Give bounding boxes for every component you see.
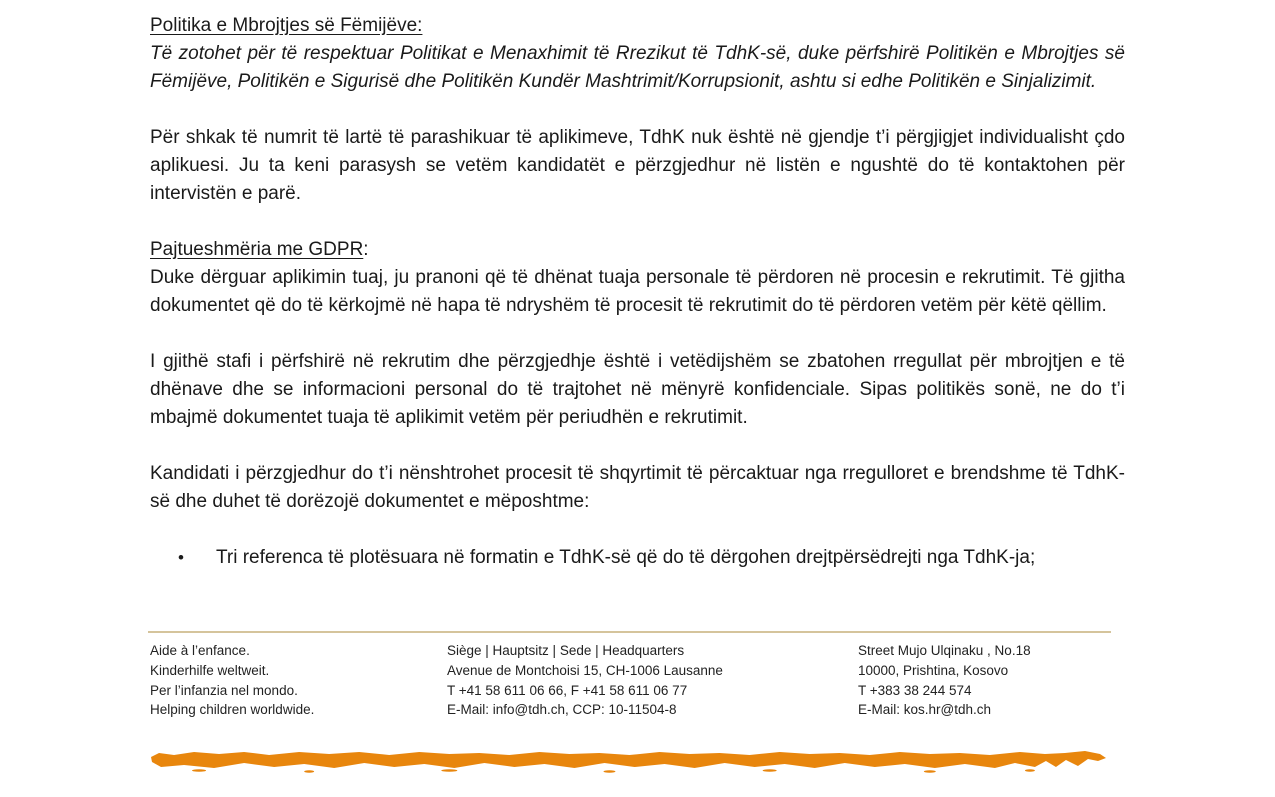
heading-colon: : (363, 239, 369, 260)
footer-office-line: 10000, Prishtina, Kosovo (858, 662, 1009, 678)
section-heading-child-protection-policy (150, 12, 1125, 40)
footer-headquarters-column (447, 641, 723, 720)
footer-hq-line: E-Mail: info@tdh.ch, CCP: 10-11504-8 (447, 702, 677, 718)
paragraph-staff-confidentiality: I gjithë stafi i përfshirë në rekrutim dhe përzgjedhje është i vetëdijshëm se zbatohen rregullat për mbrojtjen e të dhënave dhe se informacioni personal do të trajtohet në mënyrë konfidenciale. Sipas politikës sonë, ne do t’i mbajmë dokumentet tuaja të aplikimit vetëm për periudhën e rekrutimit. (150, 351, 1125, 428)
section-heading-gdpr-compliance (150, 236, 1125, 264)
footer-mission-line: Kinderhilfe weltweit. (150, 662, 270, 678)
footer-hq-line: Avenue de Montchoisi 15, CH-1006 Lausanne (447, 662, 723, 678)
document-body (150, 12, 1125, 572)
footer-mission-line: Helping children worldwide. (150, 702, 315, 718)
list-item-text: Tri referenca të plotësuara në formatin e TdhK-së që do të dërgohen drejtpërsëdrejti nga TdhK-ja; (216, 547, 1036, 568)
brand-brush-stroke (149, 747, 1108, 775)
footer-office-line: E-Mail: kos.hr@tdh.ch (858, 702, 991, 718)
footer-mission-line: Per l’infanzia nel mondo. (150, 682, 298, 698)
footer-hq-line: T +41 58 611 06 66, F +41 58 611 06 77 (447, 682, 688, 698)
footer-mission-column (150, 641, 314, 720)
footer-office-line: T +383 38 244 574 (858, 682, 972, 698)
footer-kosovo-office-column (858, 641, 1031, 720)
list-item-references (150, 544, 1125, 572)
heading-underlined-text: Politika e Mbrojtjes së Fëmijëve: (150, 15, 423, 36)
footer-hq-line: Siège | Hauptsitz | Sede | Headquarters (447, 643, 685, 658)
bullet-icon: • (178, 548, 184, 567)
paragraph-candidate-documents: Kandidati i përzgjedhur do t’i nënshtrohet procesit të shqyrtimit të përcaktuar nga rregulloret e brendshme të TdhK-së dhe duhet të dorëzojë dokumentet e mëposhtme: (150, 463, 1125, 512)
footer-office-line: Street Mujo Ulqinaku , No.18 (858, 643, 1031, 658)
paragraph-gdpr-consent: Duke dërguar aplikimin tuaj, ju pranoni që të dhënat tuaja personale të përdoren në procesin e rekrutimit. Të gjitha dokumentet që do të kërkojmë në hapa të ndryshëm të procesit të rekrutimit do të përdoren vetëm për këtë qëllim. (150, 267, 1125, 316)
paragraph-policy-commitment: Të zotohet për të respektuar Politikat e Menaxhimit të Rrezikut të TdhK-së, duke përfshirë Politikën e Mbrojtjes së Fëmijëve, Politikën e Sigurisë dhe Politikën Kundër Mashtrimit/Korrupsionit, ashtu si edhe Politikën e Sinjalizimit. (150, 43, 1125, 92)
paragraph-applications-notice: Për shkak të numrit të lartë të parashikuar të aplikimeve, TdhK nuk është në gjendje t’i përgjigjet individualisht çdo aplikuesi. Ju ta keni parasysh se vetëm kandidatët e përzgjedhur në listën e ngushtë do të kontaktohen për intervistën e parë. (150, 127, 1125, 204)
footer-divider-line (148, 631, 1111, 633)
heading-underlined-text: Pajtueshmëria me GDPR (150, 239, 364, 260)
footer-mission-line: Aide à l’enfance. (150, 643, 250, 658)
